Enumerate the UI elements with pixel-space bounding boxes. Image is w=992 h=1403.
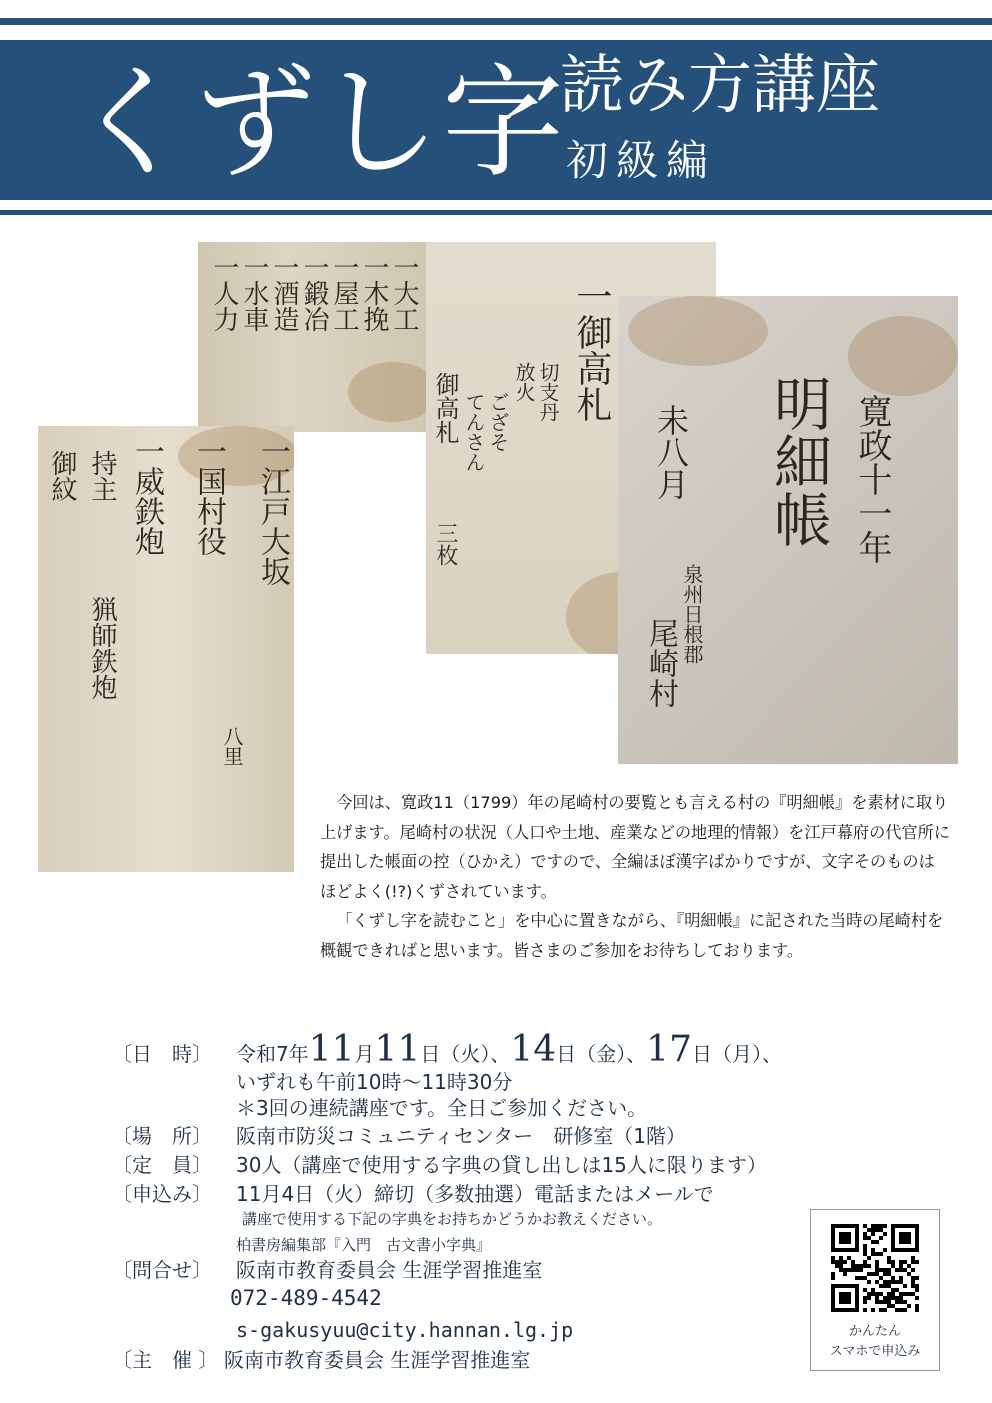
bottom-rule [0,210,992,215]
document-text: 一屋工 [329,254,359,332]
intro-paragraph: 「くずし字を読むこと」を中心に置きながら、『明細帳』に記された当時の尾崎村を概観できればと思います。皆さまのご参加をお待ちしております。 [320,911,944,960]
apply-note: 講座で使用する下記の字典をお持ちかどうかお教えください。 [242,1210,663,1228]
document-text: 一水車 [239,254,269,332]
date-suffix-3: 日（月）、 [691,1042,782,1066]
document-text: 明細帳 [764,374,832,548]
paper-stain [628,296,768,366]
date-day-3: 17 [646,1029,692,1070]
document-text: 泉州日根郡 [680,564,704,664]
document-text: てんさん [462,392,486,472]
qr-signup-box[interactable] [810,1209,940,1371]
document-text: 一大工 [389,254,419,332]
host-row [112,1350,530,1370]
course-level: 初級編 [566,136,717,185]
document-text: 一威鉄炮 [129,436,164,556]
document-photo-3-cover [618,296,958,764]
date-suffix-2: 日（金）、 [556,1042,647,1066]
document-text: 八里 [220,726,244,766]
date-prefix: 令和7年 [236,1042,309,1066]
apply-label: 〔申込み〕 [112,1182,212,1206]
intro-text [320,788,950,965]
place-row [112,1126,686,1146]
document-text: 放火 [512,362,536,402]
document-text: 尾崎村 [643,618,678,708]
document-photo-4 [38,426,294,872]
document-text: 一江戸大坂 [255,436,290,586]
place-value: 阪南市防災コミュニティセンター 研修室（1階） [236,1124,686,1148]
document-text: 一酒造 [269,254,299,332]
attendance-note: ＊3回の連続講座です。全日ご参加ください。 [236,1096,648,1120]
date-day-2: 14 [510,1029,557,1070]
paper-stain [348,362,426,422]
dictionary-name: 柏書房編集部『入門 古文書小字典』 [236,1236,492,1254]
intro-paragraph: 今回は、寛政11（1799）年の尾崎村の要覧とも言える村の『明細帳』を素材に取り上げます。尾崎村の状況（人口や土地、産業などの地理的情報）を江戸幕府の代官所に提出した帳面の控（ひかえ）ですので、全編ほぼ漢字ばかりですが、文字そのものはほどよく(!?)くずされています。 [320,793,951,901]
time-text: いずれも午前10時～11時30分 [236,1070,513,1094]
document-text: 持主 [87,450,117,502]
document-text: 一木挽 [359,254,389,332]
date-label: 〔日 時〕 [112,1042,212,1066]
title-banner [0,40,992,200]
document-photo-1 [198,242,426,432]
date-row [112,1029,782,1070]
capacity-value: 30人（講座で使用する字典の貸し出しは15人に限ります） [236,1153,767,1177]
contact-row [112,1260,542,1280]
document-text: 一人力 [209,254,239,332]
document-text: 寛政十一年 [852,394,892,564]
date-suffix-1: 日（火）、 [420,1042,511,1066]
qr-caption [811,1322,939,1362]
document-text: 未八月 [652,404,690,500]
date-month-unit: 月 [354,1042,375,1066]
apply-row [112,1184,714,1204]
top-rule [0,18,992,25]
qr-code[interactable] [831,1224,919,1312]
document-text: 一国村役 [191,436,226,556]
qr-caption-line-2: スマホで申込み [829,1344,921,1359]
page-subtitle: 読み方講座 [560,49,880,123]
contact-label: 〔問合せ〕 [112,1258,212,1282]
host-value: 阪南市教育委員会 生涯学習推進室 [224,1348,531,1372]
apply-value: 11月4日（火）締切（多数抽選）電話またはメールで [236,1182,714,1206]
document-text: 切支丹 [536,362,560,422]
date-month: 11 [308,1029,355,1070]
document-text: 一鍛冶 [299,254,329,332]
place-label: 〔場 所〕 [112,1124,212,1148]
qr-caption-line-1: かんたん [848,1324,901,1339]
document-text: 御紋 [47,450,77,502]
contact-phone: 072-489-4542 [230,1286,382,1310]
host-label: 〔主 催 〕 [112,1348,219,1372]
paper-stain [848,316,958,396]
document-text: 一御高札 [571,278,612,422]
page-title: くずし字 [70,52,566,194]
document-text: 御高札 [431,372,459,444]
capacity-row [112,1155,767,1175]
date-day-1: 11 [374,1029,421,1070]
document-text: 猟師鉄炮 [87,596,117,700]
capacity-label: 〔定 員〕 [112,1153,212,1177]
document-text: 三枚 [433,522,458,566]
contact-email: s-gakusyuu@city.hannan.lg.jp [236,1318,574,1342]
document-text: ござそ [486,392,510,452]
contact-org: 阪南市教育委員会 生涯学習推進室 [236,1258,543,1282]
